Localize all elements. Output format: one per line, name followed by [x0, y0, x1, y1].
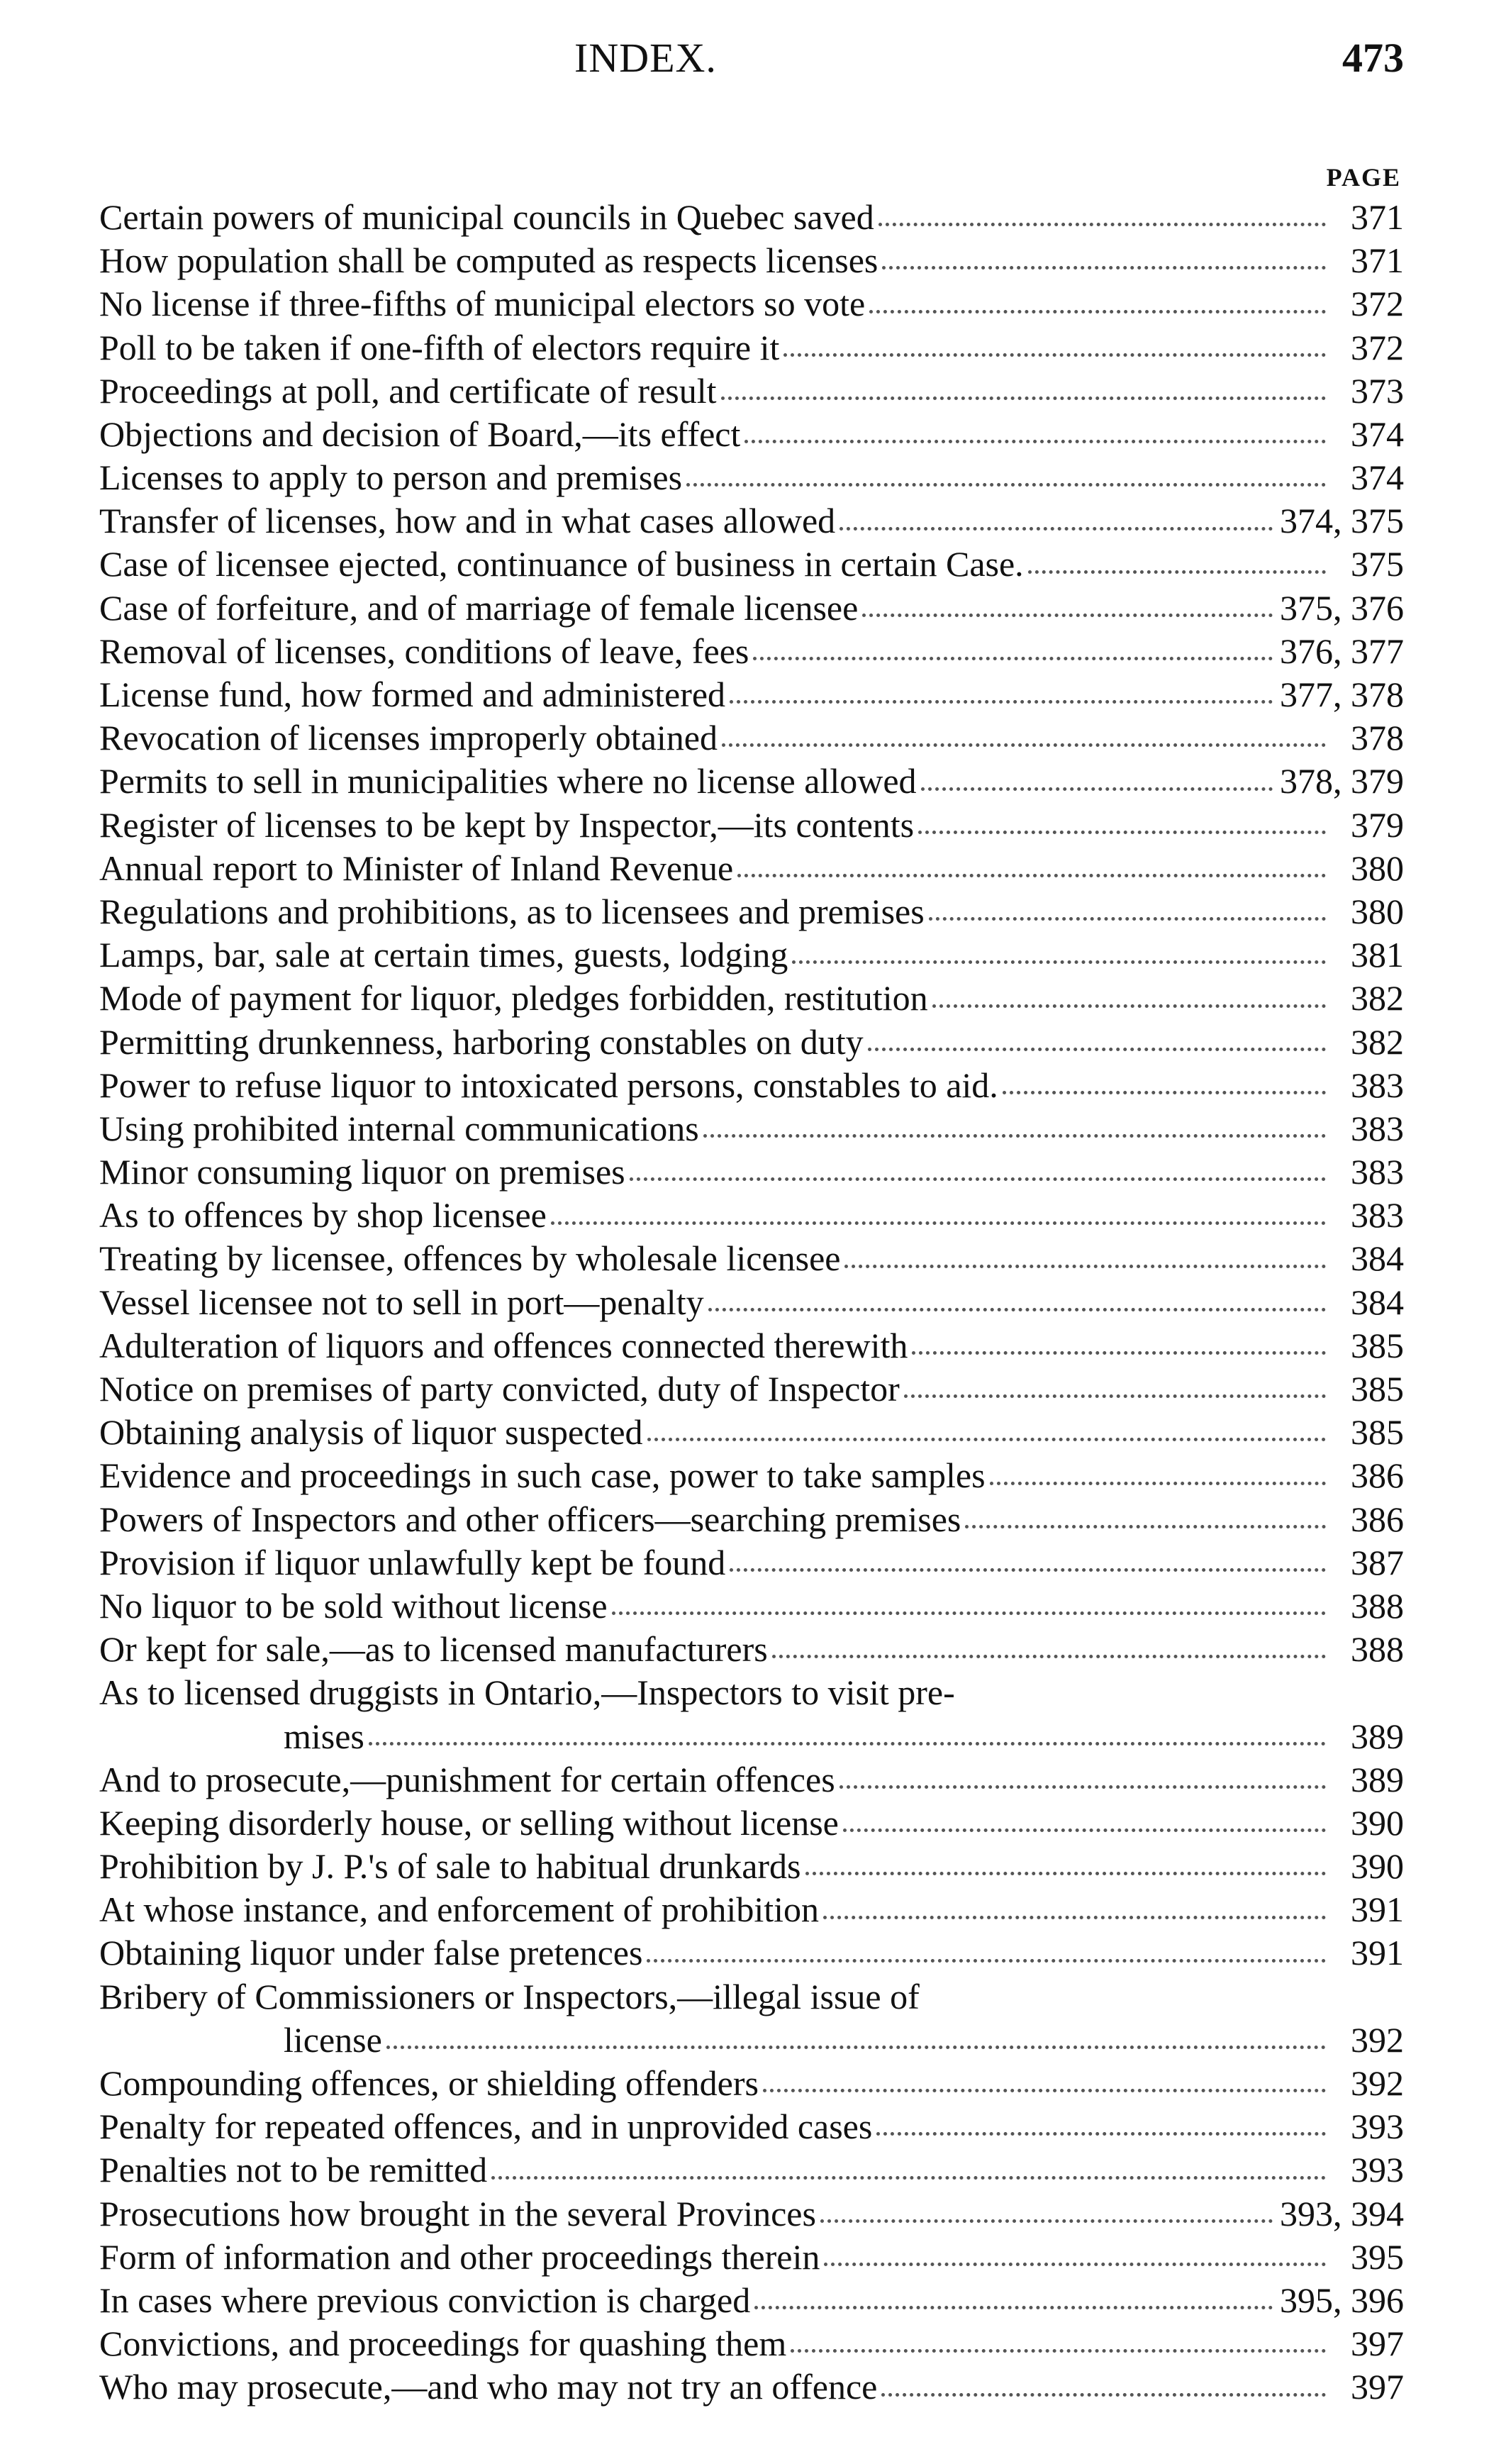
index-entry: [99, 282, 1404, 326]
index-entry: [99, 1715, 1404, 1758]
index-entry: [99, 1238, 1404, 1281]
index-entry: [99, 847, 1404, 890]
dot-leader: [722, 743, 1326, 747]
index-entry-text: Permits to sell in municipalities where no license allowed: [99, 761, 917, 801]
index-entry: [99, 804, 1404, 847]
index-entry-text: Lamps, bar, sale at certain times, guests, lodging: [99, 935, 788, 975]
index-entries: [99, 196, 1404, 2409]
dot-leader: [763, 2089, 1326, 2092]
dot-leader: [921, 787, 1273, 791]
index-entry-pages: 385: [1351, 1325, 1404, 1365]
dot-leader: [876, 2132, 1326, 2136]
index-entry-pages: 397: [1351, 2324, 1404, 2364]
index-entry-pages: 383: [1351, 1065, 1404, 1105]
index-entry: [99, 2365, 1404, 2409]
index-entry-text: Penalties not to be remitted: [99, 2150, 488, 2190]
index-entry: [99, 1932, 1404, 1975]
index-entry: [99, 239, 1404, 282]
index-entry: [99, 543, 1404, 587]
dot-leader: [744, 440, 1326, 443]
index-entry-pages: 374: [1351, 414, 1404, 454]
index-entry-text: Certain powers of municipal councils in Quebec saved: [99, 196, 874, 237]
index-entry-text: Who may prosecute,—and who may not try an offence: [99, 2367, 878, 2407]
index-entry-pages: 383: [1351, 1152, 1404, 1192]
index-entry: [99, 1367, 1404, 1411]
dot-leader: [862, 614, 1273, 617]
index-entry: [99, 890, 1404, 933]
index-entry-text: Regulations and prohibitions, as to licensees and premises: [99, 891, 925, 931]
index-entry-pages: 380: [1351, 891, 1404, 931]
index-entry-pages: 378, 379: [1280, 761, 1404, 801]
index-entry-text: No license if three-fifths of municipal electors so vote: [99, 284, 866, 324]
index-entry: [99, 1064, 1404, 1107]
index-entry-pages: 371: [1351, 240, 1404, 281]
index-entry-pages: 392: [1351, 2063, 1404, 2104]
index-entry-text: Evidence and proceedings in such case, power to take samples: [99, 1455, 986, 1496]
dot-leader: [551, 1221, 1326, 1225]
index-entry-pages: 381: [1351, 935, 1404, 975]
dot-leader: [703, 1134, 1326, 1138]
index-entry: [99, 673, 1404, 716]
index-entry: [99, 2322, 1404, 2365]
index-entry-text: Form of information and other proceedings therein: [99, 2236, 820, 2277]
index-entry-text: Obtaining liquor under false pretences: [99, 1933, 643, 1973]
dot-leader: [369, 1742, 1326, 1746]
index-entry-pages: 377, 378: [1280, 675, 1404, 715]
index-entry-pages: 384: [1351, 1238, 1404, 1279]
dot-leader: [882, 266, 1326, 270]
index-entry-text: license: [284, 2019, 382, 2060]
index-entry-text: Proceedings at poll, and certificate of result: [99, 370, 717, 411]
index-entry-text: Prohibition by J. P.'s of sale to habitual drunkards: [99, 1846, 801, 1887]
dot-leader: [824, 2263, 1326, 2266]
index-entry: [99, 1975, 1404, 2019]
index-entry-pages: 386: [1351, 1455, 1404, 1496]
index-entry-pages: 392: [1351, 2019, 1404, 2060]
dot-leader: [791, 2349, 1326, 2353]
index-entry-pages: 375, 376: [1280, 587, 1404, 628]
index-entry: [99, 1888, 1404, 1931]
index-entry-text: Prosecutions how brought in the several Provinces: [99, 2193, 816, 2233]
dot-leader: [772, 1655, 1326, 1658]
index-entry-text: Revocation of licenses improperly obtained: [99, 718, 718, 758]
dot-leader: [990, 1482, 1326, 1485]
index-entry: [99, 1758, 1404, 1802]
dot-leader: [491, 2176, 1326, 2180]
index-entry: [99, 587, 1404, 630]
index-entry-text: Provision if liquor unlawfully kept be found: [99, 1542, 726, 1582]
index-entry-pages: 388: [1351, 1585, 1404, 1626]
dot-leader: [612, 1611, 1326, 1615]
index-entry-pages: 393: [1351, 2107, 1404, 2147]
index-entry: [99, 1281, 1404, 1324]
dot-leader: [630, 1177, 1326, 1181]
dot-leader: [783, 353, 1326, 357]
index-entry-pages: 385: [1351, 1369, 1404, 1409]
dot-leader: [753, 657, 1273, 660]
index-entry-text: License fund, how formed and administered: [99, 675, 726, 715]
index-entry-pages: 371: [1351, 196, 1404, 237]
index-entry: [99, 1541, 1404, 1585]
dot-leader: [932, 1004, 1326, 1008]
index-entry: [99, 1845, 1404, 1888]
index-entry: [99, 1150, 1404, 1194]
index-entry-pages: 393: [1351, 2150, 1404, 2190]
dot-leader: [843, 1828, 1326, 1832]
index-entry: [99, 2062, 1404, 2105]
index-entry-text: Objections and decision of Board,—its effect: [99, 414, 741, 454]
index-entry-text: mises: [284, 1716, 364, 1756]
index-entry-pages: 374, 375: [1280, 501, 1404, 541]
index-entry: [99, 1585, 1404, 1628]
index-entry: [99, 1411, 1404, 1454]
index-entry-pages: 378: [1351, 718, 1404, 758]
dot-leader: [730, 700, 1273, 704]
index-entry-pages: 391: [1351, 1933, 1404, 1973]
index-entry-pages: 373: [1351, 370, 1404, 411]
index-entry-text: Removal of licenses, conditions of leave, fees: [99, 631, 749, 671]
index-entry-text: As to offences by shop licensee: [99, 1195, 547, 1236]
index-entry: [99, 760, 1404, 803]
page-title: INDEX.: [574, 35, 717, 81]
index-entry: [99, 499, 1404, 543]
index-entry-pages: 383: [1351, 1108, 1404, 1148]
index-entry: [99, 370, 1404, 413]
index-entry: [99, 1498, 1404, 1541]
index-entry-pages: 389: [1351, 1759, 1404, 1799]
index-entry: [99, 977, 1404, 1020]
index-entry: [99, 196, 1404, 239]
index-entry-pages: 382: [1351, 978, 1404, 1019]
index-entry-text: Convictions, and proceedings for quashing them: [99, 2324, 787, 2364]
dot-leader: [823, 1916, 1326, 1919]
index-entry-text: In cases where previous conviction is charged: [99, 2280, 751, 2320]
dot-leader: [805, 1872, 1326, 1875]
index-entry-pages: 374: [1351, 457, 1404, 498]
index-entry-text: Case of licensee ejected, continuance of business in certain Case.: [99, 544, 1024, 584]
index-entry: [99, 1802, 1404, 1845]
index-entry-text: Keeping disorderly house, or selling without license: [99, 1802, 839, 1843]
index-entry-pages: 390: [1351, 1802, 1404, 1843]
index-entry-pages: 384: [1351, 1282, 1404, 1322]
index-entry-pages: 395, 396: [1280, 2280, 1404, 2320]
dot-leader: [730, 1568, 1326, 1572]
index-entry-pages: 372: [1351, 327, 1404, 367]
index-entry: [99, 1194, 1404, 1237]
index-entry-pages: 387: [1351, 1542, 1404, 1582]
index-entry-text: Adulteration of liquors and offences connected therewith: [99, 1325, 908, 1365]
index-entry-text: Licenses to apply to person and premises: [99, 457, 683, 498]
index-entry-pages: 386: [1351, 1499, 1404, 1539]
index-entry-text: Notice on premises of party convicted, duty of Inspector: [99, 1369, 900, 1409]
page-number: 473: [1342, 35, 1404, 81]
index-entry-text: Power to refuse liquor to intoxicated persons, constables to aid.: [99, 1065, 998, 1105]
index-entry-text: Treating by licensee, offences by wholesale licensee: [99, 1238, 841, 1279]
index-entry: [99, 2148, 1404, 2192]
page-column-label: PAGE: [1326, 163, 1401, 192]
index-entry-pages: 375: [1351, 544, 1404, 584]
dot-leader: [708, 1308, 1326, 1311]
dot-leader: [868, 1048, 1326, 1051]
index-entry-pages: 376, 377: [1280, 631, 1404, 671]
index-entry-text: Register of licenses to be kept by Inspector,—its contents: [99, 804, 915, 845]
dot-leader: [792, 960, 1326, 964]
index-entry-text: Or kept for sale,—as to licensed manufacturers: [99, 1629, 768, 1670]
index-entry: [99, 630, 1404, 673]
index-entry: [99, 1671, 1404, 1714]
dot-leader: [840, 1785, 1326, 1789]
index-entry: [99, 2019, 1404, 2062]
index-entry: [99, 933, 1404, 977]
index-entry: [99, 2105, 1404, 2148]
index-entry: [99, 456, 1404, 499]
index-entry: [99, 1628, 1404, 1671]
index-entry-text: At whose instance, and enforcement of prohibition: [99, 1889, 819, 1930]
index-entry: [99, 1107, 1404, 1150]
index-entry-pages: 385: [1351, 1412, 1404, 1453]
dot-leader: [912, 1351, 1326, 1355]
dot-leader: [918, 831, 1326, 834]
index-entry: [99, 1021, 1404, 1064]
index-entry: [99, 2192, 1404, 2236]
index-entry-text: Case of forfeiture, and of marriage of female licensee: [99, 587, 859, 628]
index-entry-pages: 379: [1351, 804, 1404, 845]
index-entry-text: Annual report to Minister of Inland Revenue: [99, 848, 734, 888]
dot-leader: [737, 874, 1326, 877]
index-entry-text: How population shall be computed as respects licenses: [99, 240, 878, 281]
index-entry-text: Mode of payment for liquor, pledges forbidden, restitution: [99, 978, 928, 1019]
index-entry-text: Using prohibited internal communications: [99, 1108, 699, 1148]
dot-leader: [647, 1959, 1326, 1963]
dot-leader: [754, 2306, 1273, 2309]
index-entry-text: And to prosecute,—punishment for certain offences: [99, 1759, 835, 1799]
dot-leader: [647, 1438, 1326, 1441]
index-entry: [99, 716, 1404, 760]
index-entry-text: Penalty for repeated offences, and in unprovided cases: [99, 2107, 873, 2147]
dot-leader: [686, 483, 1326, 487]
index-entry-text: Powers of Inspectors and other officers—searching premises: [99, 1499, 961, 1539]
index-entry: [99, 2236, 1404, 2279]
index-entry-pages: 395: [1351, 2236, 1404, 2277]
index-entry: [99, 1324, 1404, 1367]
dot-leader: [844, 1265, 1326, 1268]
index-entry-text: Minor consuming liquor on premises: [99, 1152, 625, 1192]
index-entry-text: Poll to be taken if one-fifth of electors require it: [99, 327, 780, 367]
dot-leader: [1003, 1091, 1326, 1094]
dot-leader: [869, 310, 1326, 313]
dot-leader: [386, 2046, 1326, 2049]
index-entry-pages: 388: [1351, 1629, 1404, 1670]
index-page: [99, 28, 1404, 2409]
dot-leader: [881, 2393, 1326, 2397]
dot-leader: [878, 223, 1326, 226]
page-header: [99, 28, 1404, 99]
index-entry-pages: 382: [1351, 1021, 1404, 1062]
index-entry: [99, 413, 1404, 456]
dot-leader: [965, 1525, 1326, 1528]
dot-leader: [904, 1394, 1326, 1398]
dot-leader: [840, 527, 1273, 531]
index-entry-text: Bribery of Commissioners or Inspectors,—illegal issue of: [99, 1976, 920, 2016]
dot-leader: [721, 396, 1326, 400]
dot-leader: [929, 917, 1326, 921]
index-entry: [99, 2279, 1404, 2322]
index-entry: [99, 1454, 1404, 1497]
index-entry-pages: 391: [1351, 1889, 1404, 1930]
index-entry-pages: 383: [1351, 1195, 1404, 1236]
index-entry-pages: 397: [1351, 2367, 1404, 2407]
index-entry-text: Compounding offences, or shielding offenders: [99, 2063, 759, 2104]
index-entry-pages: 372: [1351, 284, 1404, 324]
dot-leader: [820, 2219, 1273, 2223]
index-entry-text: Permitting drunkenness, harboring constables on duty: [99, 1021, 864, 1062]
index-entry-text: No liquor to be sold without license: [99, 1585, 608, 1626]
index-entry: [99, 326, 1404, 370]
index-entry-text: Transfer of licenses, how and in what cases allowed: [99, 501, 836, 541]
index-entry-text: Vessel licensee not to sell in port—penalty: [99, 1282, 704, 1322]
index-entry-pages: 390: [1351, 1846, 1404, 1887]
index-entry-text: As to licensed druggists in Ontario,—Inspectors to visit pre-: [99, 1672, 955, 1713]
index-entry-text: Obtaining analysis of liquor suspected: [99, 1412, 643, 1453]
index-entry-pages: 380: [1351, 848, 1404, 888]
index-entry-pages: 389: [1351, 1716, 1404, 1756]
dot-leader: [1028, 570, 1326, 574]
index-entry-pages: 393, 394: [1280, 2193, 1404, 2233]
